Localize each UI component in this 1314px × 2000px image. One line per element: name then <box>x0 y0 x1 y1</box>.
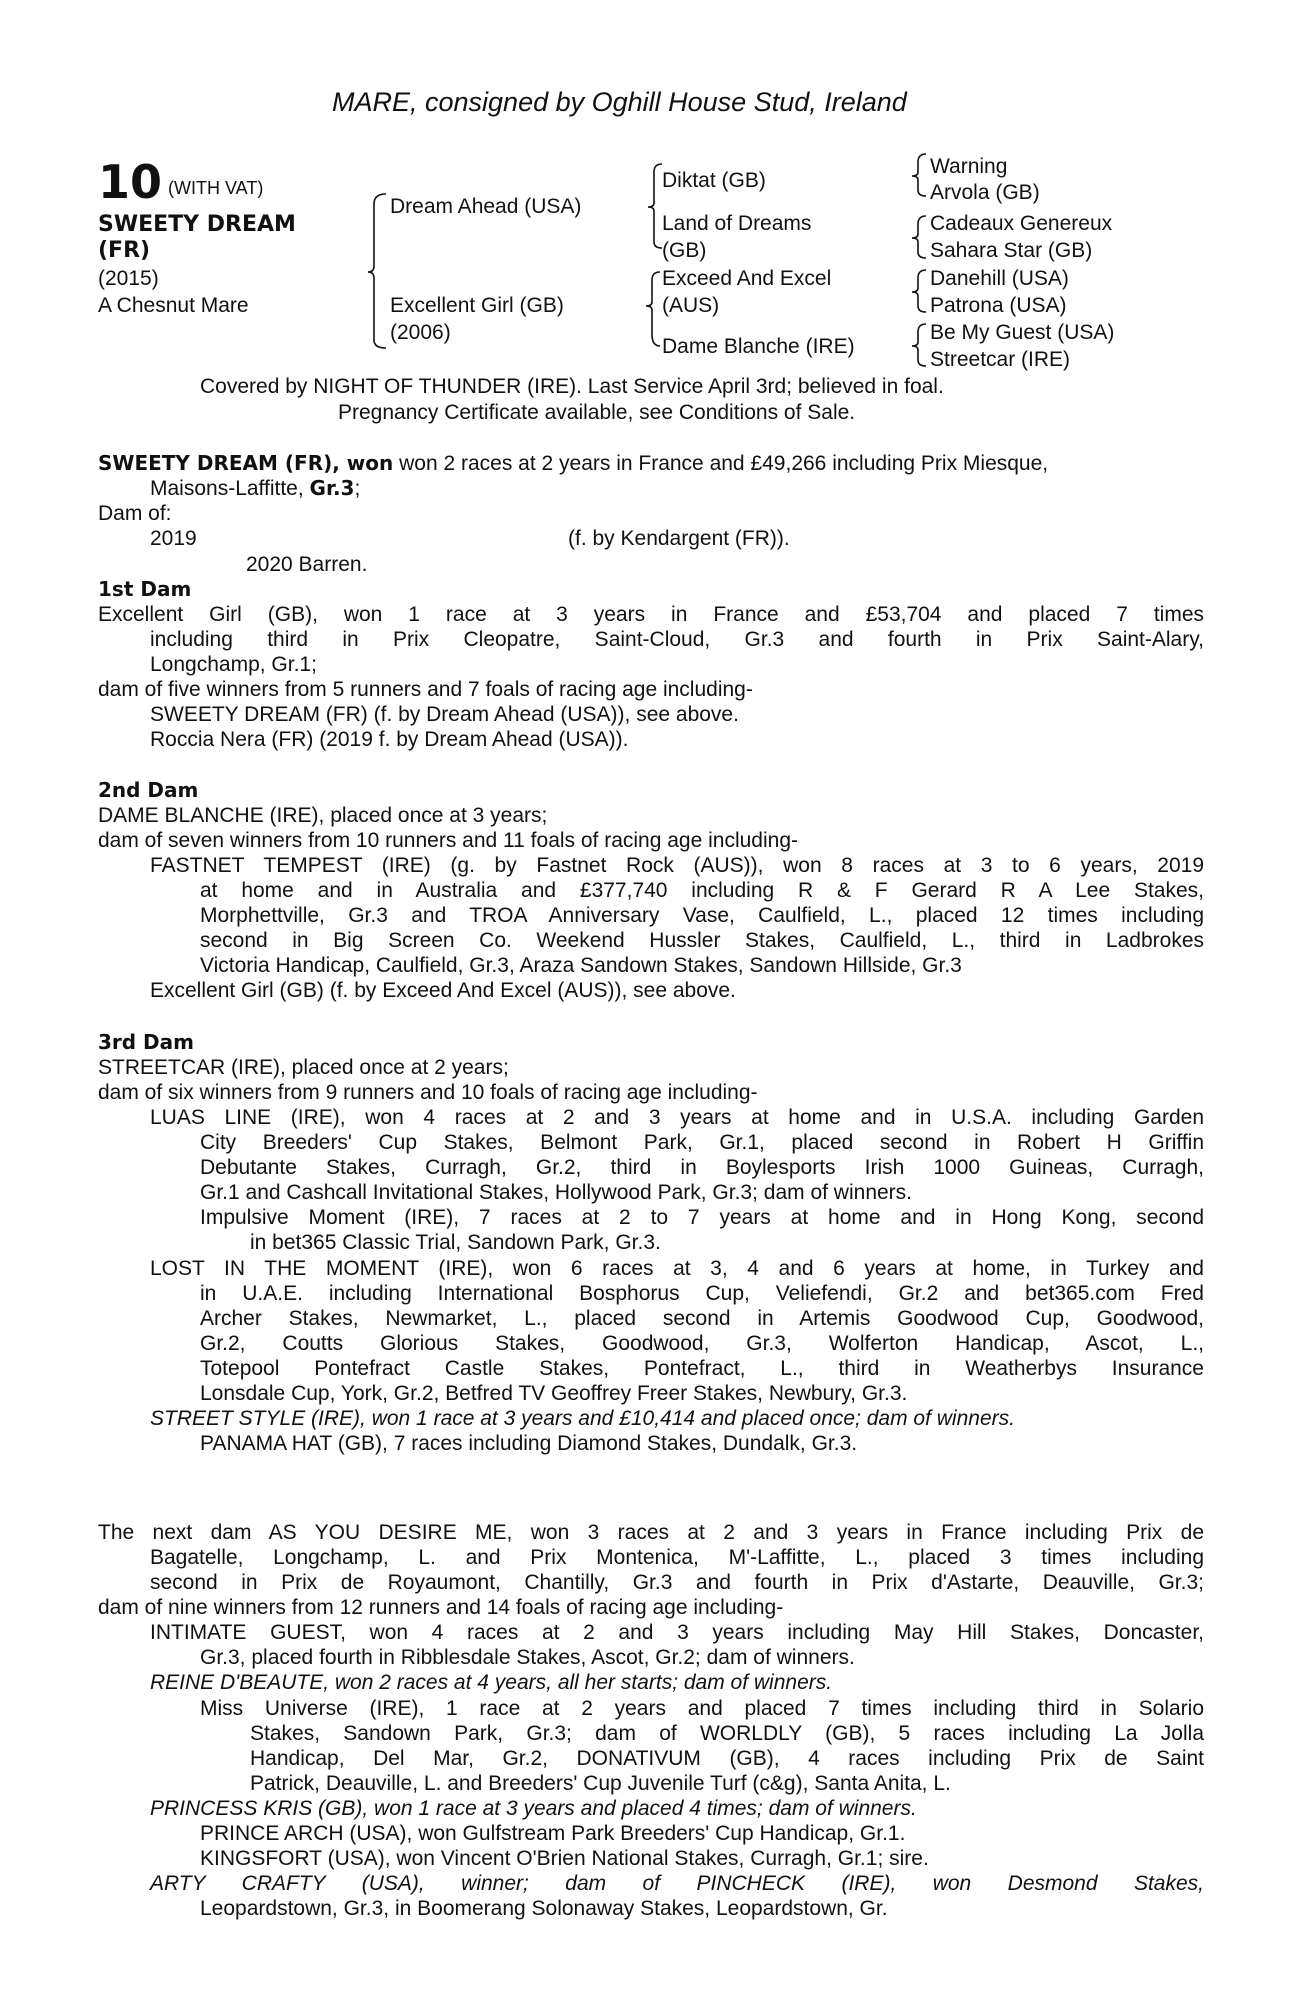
body-line: Patrick, Deauville, L. and Breeders' Cup Juvenile Turf (c&g), Santa Anita, L. <box>250 1772 951 1795</box>
body-line: The next dam AS YOU DESIRE ME, won 3 races at 2 and 3 years in France including Prix de <box>98 1521 1204 1544</box>
pedigree-dam-sire-country: (AUS) <box>662 294 720 317</box>
pedigree-dam-sire: Exceed And Excel <box>662 267 832 290</box>
brace-gen3-a <box>912 154 926 196</box>
body-line: Miss Universe (IRE), 1 race at 2 years and placed 7 times including third in Solario <box>200 1697 1204 1720</box>
horse-name-ref: SWEETY DREAM (FR), won <box>98 451 394 475</box>
body-line: dam of nine winners from 12 runners and 14 foals of racing age including- <box>98 1596 784 1619</box>
pedigree-sire-dam: Land of Dreams <box>662 212 812 235</box>
body-line: in bet365 Classic Trial, Sandown Park, Gr.3. <box>250 1231 661 1254</box>
horse-name: SWEETY DREAM <box>98 212 296 237</box>
body-line: second in Big Screen Co. Weekend Hussler Stakes, Caulfield, L., third in Ladbrokes <box>200 929 1204 952</box>
body-line: Victoria Handicap, Caulfield, Gr.3, Araza Sandown Stakes, Sandown Hillside, Gr.3 <box>200 954 962 977</box>
body-line: in U.A.E. including International Bosphorus Cup, Veliefendi, Gr.2 and bet365.com Fred <box>200 1282 1204 1305</box>
pedigree-braces <box>0 0 1314 380</box>
body-line: City Breeders' Cup Stakes, Belmont Park, Gr.1, placed second in Robert H Griffin <box>200 1131 1204 1154</box>
body-line: Longchamp, Gr.1; <box>150 653 317 676</box>
body-line: Totepool Pontefract Castle Stakes, Pontefract, L., third in Weatherbys Insurance <box>200 1357 1204 1380</box>
pedigree-ggd-1: Arvola (GB) <box>930 181 1040 204</box>
brace-gen3-c <box>912 270 926 312</box>
body-line: dam of six winners from 9 runners and 10 foals of racing age including- <box>98 1081 758 1104</box>
body-line: Leopardstown, Gr.3, in Boomerang Solonaway Stakes, Leopardstown, Gr. <box>200 1897 888 1920</box>
pedigree-ggd-4: Streetcar (IRE) <box>930 348 1071 371</box>
body-line: INTIMATE GUEST, won 4 races at 2 and 3 years including May Hill Stakes, Doncaster, <box>150 1621 1204 1644</box>
pedigree-ggs-2: Cadeaux Genereux <box>930 212 1113 235</box>
body-line: dam of seven winners from 10 runners and 11 foals of racing age including- <box>98 829 799 852</box>
covered-note: Covered by NIGHT OF THUNDER (IRE). Last Service April 3rd; believed in foal. <box>200 375 944 398</box>
body-line: Stakes, Sandown Park, Gr.3; dam of WORLDLY (GB), 5 races including La Jolla <box>250 1722 1204 1745</box>
body-line: Debutante Stakes, Curragh, Gr.2, third in Boylesports Irish 1000 Guineas, Curragh, <box>200 1156 1204 1179</box>
body-line: Gr.2, Coutts Glorious Stakes, Goodwood, Gr.3, Wolferton Handicap, Ascot, L., <box>200 1332 1204 1355</box>
pedigree-ggd-3: Patrona (USA) <box>930 294 1067 317</box>
body-line: FASTNET TEMPEST (IRE) (g. by Fastnet Rock (AUS)), won 8 races at 3 to 6 years, 2019 <box>150 854 1204 877</box>
body-line: Archer Stakes, Newmarket, L., placed second in Artemis Goodwood Cup, Goodwood, <box>200 1307 1204 1330</box>
pedigree-ggs-4: Be My Guest (USA) <box>930 321 1115 344</box>
brace-gen1 <box>368 194 386 348</box>
sweety-dream-heading-line <box>98 451 1048 476</box>
body-line: Dam of: <box>98 502 172 525</box>
body-line: Excellent Girl (GB), won 1 race at 3 years in France and £53,704 and placed 7 times <box>98 603 1204 626</box>
pedigree-ggs-3: Danehill (USA) <box>930 267 1069 290</box>
body-line: Lonsdale Cup, York, Gr.2, Betfred TV Geoffrey Freer Stakes, Newbury, Gr.3. <box>200 1382 908 1405</box>
vat-label: (WITH VAT) <box>168 178 264 198</box>
pedigree-dam-dam: Dame Blanche (IRE) <box>662 335 855 358</box>
section-heading: 3rd Dam <box>98 1030 194 1054</box>
horse-country: (FR) <box>98 238 151 263</box>
body-line: DAME BLANCHE (IRE), placed once at 3 years; <box>98 804 548 827</box>
pedigree-sire-dam-country: (GB) <box>662 239 707 262</box>
section-heading: 2nd Dam <box>98 778 199 802</box>
body-line: at home and in Australia and £377,740 including R & F Gerard R A Lee Stakes, <box>200 879 1204 902</box>
pedigree-dam: Excellent Girl (GB) <box>390 294 564 317</box>
body-line: 2020 Barren. <box>246 553 368 576</box>
body-line: Excellent Girl (GB) (f. by Exceed And Excel (AUS)), see above. <box>150 979 736 1002</box>
body-line: Maisons-Laffitte, Gr.3; <box>150 476 361 500</box>
pedigree-ggd-2: Sahara Star (GB) <box>930 239 1093 262</box>
body-line: Gr.3, placed fourth in Ribblesdale Stakes, Ascot, Gr.2; dam of winners. <box>200 1646 855 1669</box>
brace-gen2-bottom <box>646 272 660 346</box>
pregnancy-note: Pregnancy Certificate available, see Conditions of Sale. <box>338 401 856 424</box>
body-line: STREET STYLE (IRE), won 1 race at 3 years and £10,414 and placed once; dam of winners. <box>150 1407 1015 1430</box>
body-line: ARTY CRAFTY (USA), winner; dam of PINCHECK (IRE), won Desmond Stakes, <box>150 1872 1204 1895</box>
body-line: Morphettville, Gr.3 and TROA Anniversary Vase, Caulfield, L., placed 12 times including <box>200 904 1204 927</box>
body-line: SWEETY DREAM (FR) (f. by Dream Ahead (USA)), see above. <box>150 703 739 726</box>
section-heading: 1st Dam <box>98 577 192 601</box>
body-line: second in Prix de Royaumont, Chantilly, Gr.3 and fourth in Prix d'Astarte, Deauville, Gr.3; <box>150 1571 1204 1594</box>
pedigree-sire: Dream Ahead (USA) <box>390 195 582 218</box>
pedigree-sire-sire: Diktat (GB) <box>662 169 766 192</box>
body-line: LOST IN THE MOMENT (IRE), won 6 races at 3, 4 and 6 years at home, in Turkey and <box>150 1257 1204 1280</box>
body-line: PANAMA HAT (GB), 7 races including Diamond Stakes, Dundalk, Gr.3. <box>200 1432 858 1455</box>
body-line: PRINCESS KRIS (GB), won 1 race at 3 years and placed 4 times; dam of winners. <box>150 1797 917 1820</box>
body-line: 2019 <box>150 527 197 550</box>
pedigree-dam-year: (2006) <box>390 321 451 344</box>
body-line: Impulsive Moment (IRE), 7 races at 2 to 7 years at home and in Hong Kong, second <box>200 1206 1204 1229</box>
body-line: KINGSFORT (USA), won Vincent O'Brien National Stakes, Curragh, Gr.1; sire. <box>200 1847 929 1870</box>
horse-description: A Chesnut Mare <box>98 294 249 317</box>
body-line: REINE D'BEAUTE, won 2 races at 4 years, all her starts; dam of winners. <box>150 1671 833 1694</box>
body-line: (f. by Kendargent (FR)). <box>568 527 790 550</box>
brace-gen3-b <box>912 216 926 258</box>
body-line: LUAS LINE (IRE), won 4 races at 2 and 3 years at home and in U.S.A. including Garden <box>150 1106 1204 1129</box>
horse-year: (2015) <box>98 267 159 290</box>
body-line: including third in Prix Cleopatre, Saint-Cloud, Gr.3 and fourth in Prix Saint-Alary, <box>150 628 1204 651</box>
body-line: Gr.1 and Cashcall Invitational Stakes, Hollywood Park, Gr.3; dam of winners. <box>200 1181 913 1204</box>
body-line: won 2 races at 2 years in France and £49,266 including Prix Miesque, <box>399 452 1049 475</box>
body-line: STREETCAR (IRE), placed once at 2 years; <box>98 1056 509 1079</box>
brace-gen2-top <box>648 164 662 248</box>
body-line: Handicap, Del Mar, Gr.2, DONATIVUM (GB), 4 races including Prix de Saint <box>250 1747 1204 1770</box>
pedigree-ggs-1: Warning <box>930 155 1008 178</box>
body-line: Roccia Nera (FR) (2019 f. by Dream Ahead (USA)). <box>150 728 629 751</box>
body-line: PRINCE ARCH (USA), won Gulfstream Park Breeders' Cup Handicap, Gr.1. <box>200 1822 906 1845</box>
body-line: dam of five winners from 5 runners and 7 foals of racing age including- <box>98 678 753 701</box>
page-title: MARE, consigned by Oghill House Stud, Ireland <box>332 87 907 117</box>
body-line: Bagatelle, Longchamp, L. and Prix Montenica, M'-Laffitte, L., placed 3 times including <box>150 1546 1204 1569</box>
lot-number: 10 <box>98 155 163 209</box>
brace-gen3-d <box>912 324 926 366</box>
